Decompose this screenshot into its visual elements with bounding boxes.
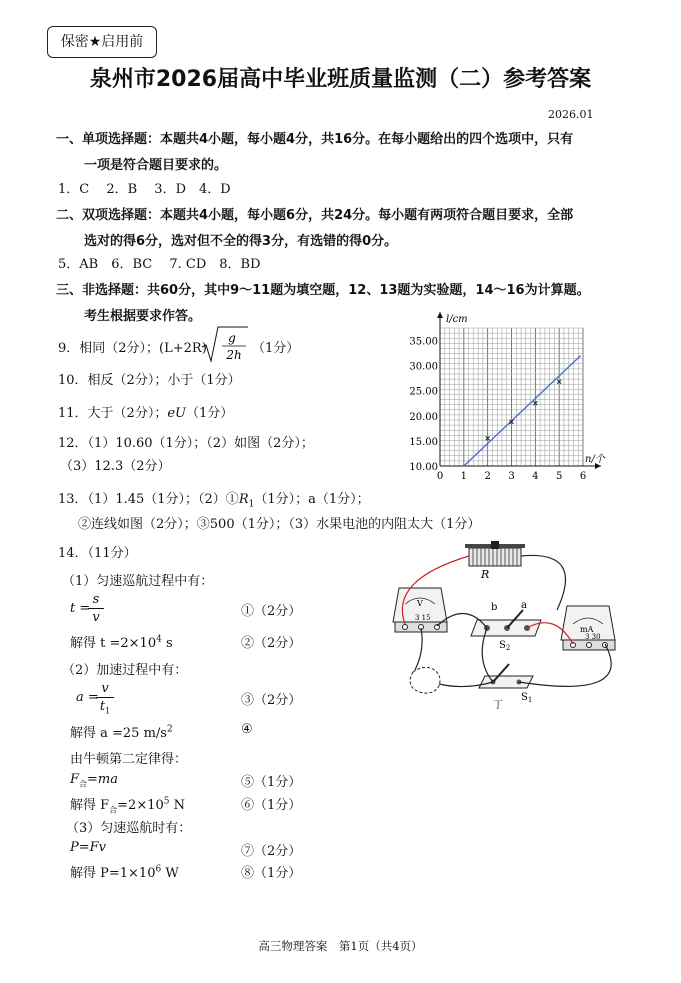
q14-eq2-lhs: a = xyxy=(76,690,99,705)
q13-line2: ②连线如图（2分）；③500（1分）；（3）水果电池的内阻太大（1分） xyxy=(78,517,481,532)
section1-heading-line2: 一项是符合题目要求的。 xyxy=(84,158,228,173)
q14-eq3 xyxy=(70,772,118,790)
q14-part3: （3）匀速巡航时有： xyxy=(66,821,192,836)
q14-sol2-exp: 2 xyxy=(166,724,173,735)
y-tick-label: 10.00 xyxy=(409,462,438,473)
q11-suffix: （1分） xyxy=(185,406,234,421)
section3-heading-line1: 三、非选择题：共60分，其中9～11题为填空题，12、13题为实验题，14～16为计算题。 xyxy=(56,283,590,298)
q9-sqrt-den: 2h xyxy=(226,348,242,362)
section2-heading-line1: 二、双项选择题：本题共4小题，每小题6分，共24分。每小题有两项符合题目要求，全部 xyxy=(56,208,574,223)
milliammeter-scale: 3 30 xyxy=(585,633,601,641)
chart-ylabel: l/cm xyxy=(446,314,468,325)
section2-answers: 5．AB 6．BC 7. CD 8．BD xyxy=(58,257,261,272)
q9-prefix: 9．相同（2分）；(L+2R) xyxy=(58,341,207,356)
switch-s2-a: a xyxy=(521,600,527,611)
chart-xlabel: n/个 xyxy=(585,454,605,465)
switch-s2-b: b xyxy=(491,602,498,613)
q14-eq3-sub: 合 xyxy=(79,779,88,789)
switch-s2-label: $S_2$ xyxy=(499,640,511,652)
q14-sol2-mark: ④ xyxy=(241,722,253,737)
chart-grid xyxy=(440,328,583,466)
q12-line2: （3）12.3（2分） xyxy=(60,459,171,474)
q9-sqrt-num: g xyxy=(228,331,236,345)
q11-expr: eU xyxy=(167,406,186,421)
q14-sol1-text: 解得 t =2×10 xyxy=(70,636,157,651)
q13-r: R xyxy=(238,492,249,507)
chart-ticks xyxy=(409,337,586,482)
q14-sol1-unit: s xyxy=(161,636,173,651)
q14-sol3-mark: ⑥（1分） xyxy=(241,798,302,813)
circuit-diagram xyxy=(385,540,675,710)
milliammeter xyxy=(561,606,615,650)
q14-sol1-exp: 4 xyxy=(156,634,162,645)
q9-sqrt xyxy=(200,325,250,365)
q13-r-sub: 1 xyxy=(248,499,255,510)
y-tick-label: 15.00 xyxy=(409,436,438,448)
q14-eq3-f: F xyxy=(70,772,80,787)
q12-line1: 12．（1）10.60（1分）；（2）如图（2分）； xyxy=(58,436,314,451)
q14-eq1-den: v xyxy=(92,610,100,625)
x-tick-label: 2 xyxy=(484,471,491,482)
q14-sol2-text: 解得 a =25 m/s xyxy=(70,726,167,741)
q14-sol3-rhs: =2×10 xyxy=(117,798,164,813)
q10-answer: 10．相反（2分）；小于（1分） xyxy=(58,373,241,388)
q14-eq1-num: s xyxy=(92,592,100,607)
chart-fit-line xyxy=(464,356,581,466)
section2-heading-line2: 选对的得6分，选对但不全的得3分，有选错的得0分。 xyxy=(84,234,398,249)
length-vs-count-chart xyxy=(400,308,615,488)
q14-eq1-fraction-bar xyxy=(88,608,104,609)
switch-s1-label: $S_1$ xyxy=(521,692,533,704)
voltmeter-label: V xyxy=(417,599,423,608)
q14-newton: 由牛顿第二定律得： xyxy=(70,752,188,767)
q14-sol3-exp: 5 xyxy=(163,796,170,807)
q14-eq4-mark: ⑦（2分） xyxy=(241,844,302,859)
confidential-badge: 保密★启用前 xyxy=(47,26,157,58)
voltmeter xyxy=(393,588,447,632)
fit-line xyxy=(464,356,581,466)
section1-answers: 1．C 2．B 3．D 4．D xyxy=(58,182,231,197)
fruit-battery xyxy=(410,668,440,694)
q14-eq3-mark: ⑤（1分） xyxy=(241,775,302,790)
section3-heading-line2: 考生根据要求作答。 xyxy=(84,309,202,324)
q14-sol1-mark: ②（2分） xyxy=(241,636,302,651)
page-title: 泉州市2026届高中毕业班质量监测（二）参考答案 xyxy=(89,67,592,92)
x-tick-label: 6 xyxy=(579,471,587,482)
q13-line1-b: （1分）；a（1分）； xyxy=(254,492,370,507)
q14-sol4-unit: W xyxy=(161,866,179,881)
x-tick-label: 5 xyxy=(555,471,563,482)
milliammeter-label: mA xyxy=(580,625,594,634)
x-tick-label: 0 xyxy=(436,471,444,482)
q14-eq2-mark: ③（2分） xyxy=(241,693,302,708)
q14-sol1 xyxy=(70,632,173,651)
q11-prefix: 11．大于（2分）； xyxy=(58,406,168,421)
q14-eq1-lhs: t = xyxy=(70,601,91,616)
y-tick-label: 30.00 xyxy=(409,361,438,373)
q14-eq2-fraction-bar xyxy=(96,697,114,698)
q14-eq3-rhs: =ma xyxy=(87,772,119,787)
q14-sol3-sub: 合 xyxy=(109,805,118,815)
q9-suffix: （1分） xyxy=(252,341,300,356)
y-tick-label: 20.00 xyxy=(409,411,438,423)
q13-line1-a: 13．（1）1.45（1分）；（2）① xyxy=(58,492,239,507)
section1-heading-line1: 一、单项选择题：本题共4小题，每小题4分，共16分。在每小题给出的四个选项中，只有 xyxy=(56,132,574,147)
x-tick-label: 4 xyxy=(532,471,539,482)
y-axis-arrow xyxy=(437,312,443,318)
x-tick-label: 3 xyxy=(508,471,515,482)
q14-sol4-mark: ⑧（1分） xyxy=(241,866,302,881)
q14-header: 14．（11分） xyxy=(58,546,137,561)
q14-sol2 xyxy=(70,722,173,741)
q14-part2: （2）加速过程中有： xyxy=(62,663,188,678)
voltmeter-scale: 3 15 xyxy=(415,614,431,622)
q14-sol3-text: 解得 F xyxy=(70,798,110,813)
q11-answer xyxy=(58,402,233,421)
q13-line1 xyxy=(58,488,370,510)
q14-sol4-exp: 6 xyxy=(155,864,162,875)
rheostat-label: R xyxy=(481,568,490,581)
circuit-caption: 丁 xyxy=(493,700,503,710)
x-tick-label: 1 xyxy=(460,471,468,482)
q14-eq1-mark: ①（2分） xyxy=(241,604,302,619)
q14-eq2-num: v xyxy=(101,681,109,696)
y-tick-label: 35.00 xyxy=(409,336,438,348)
y-tick-label: 25.00 xyxy=(409,386,438,398)
q14-sol4-text: 解得 P=1×10 xyxy=(70,866,156,881)
q14-eq2-den: $t_1$ xyxy=(99,699,111,716)
q14-part1: （1）匀速巡航过程中有： xyxy=(62,574,214,589)
page-footer: 高三物理答案 第1页（共4页） xyxy=(258,939,423,953)
q14-eq4: P=Fv xyxy=(70,840,107,855)
rheostat xyxy=(465,541,525,581)
q14-sol3-unit: N xyxy=(169,798,186,813)
date-stamp: 2026.01 xyxy=(548,108,594,121)
q14-sol4 xyxy=(70,862,179,881)
q14-sol3 xyxy=(70,794,185,816)
